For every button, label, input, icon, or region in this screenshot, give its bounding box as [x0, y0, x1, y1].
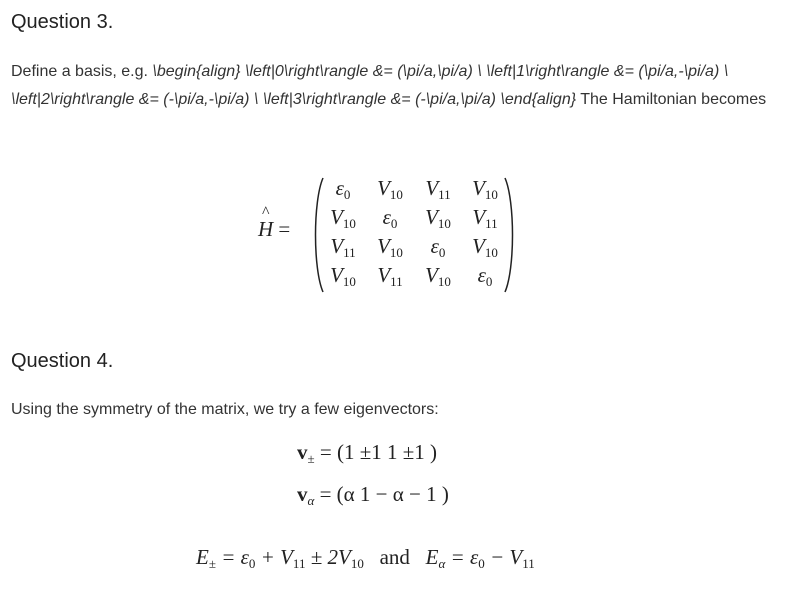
e-alpha-subscript: α	[438, 556, 446, 571]
matrix-cell-base: V	[330, 263, 343, 287]
matrix-cell-base: ε	[382, 205, 391, 229]
v-subscript: ±	[307, 451, 315, 466]
matrix-cell-base: V	[330, 205, 343, 229]
matrix-cell	[416, 234, 460, 259]
matrix-cell	[416, 176, 460, 201]
matrix-cell-subscript: 10	[437, 274, 451, 289]
e-pm-rhs-sub3: 10	[350, 556, 364, 571]
matrix-cell-subscript: 11	[390, 274, 403, 289]
question-4-heading: Question 4.	[11, 350, 114, 372]
matrix-cell-base: V	[377, 234, 390, 258]
e-alpha-rhs-b: − V	[484, 545, 523, 569]
matrix-cell	[463, 234, 507, 259]
matrix-cell-subscript: 10	[342, 274, 356, 289]
matrix-cell-base: V	[472, 205, 486, 229]
q3-latex-code: \begin{align} \left|0\right\rangle &= (\pi/a,\pi/a) \ \left|1\right\rangle &= (\pi/a,-\pi/a) \ \left|2\right\rangle &= (-\pi/a,-\pi/a) \ \left|3\right\rangle &= (-\pi/a,\pi/a) \end{align}	[11, 63, 729, 108]
matrix-cell-subscript: 10	[389, 187, 403, 202]
e-pm-subscript: ±	[208, 556, 216, 571]
matrix-cell-subscript: 0	[438, 245, 446, 260]
matrix-cell-subscript: 0	[343, 187, 351, 202]
v-alpha-components: = (α 1 − α − 1 )	[319, 482, 449, 506]
matrix-cell-base: V	[425, 205, 438, 229]
matrix-cell-subscript: 11	[438, 187, 451, 202]
hat-accent: ^	[262, 204, 270, 221]
matrix-cell-subscript: 11	[343, 245, 356, 260]
hamiltonian-symbol	[258, 204, 291, 242]
question-3-paragraph	[11, 58, 776, 114]
matrix-cell	[321, 176, 365, 201]
matrix-cell	[463, 176, 507, 201]
matrix-cell-subscript: 10	[389, 245, 403, 260]
matrix-cell	[368, 234, 412, 259]
matrix-cell	[416, 205, 460, 230]
matrix-cell	[321, 263, 365, 288]
equals-sign: =	[278, 217, 291, 241]
v-subscript: α	[307, 493, 315, 508]
matrix-cell-base: ε	[335, 176, 344, 200]
matrix-cell	[321, 205, 365, 230]
e-pm-rhs-b: + V	[255, 545, 293, 569]
matrix-cell	[463, 205, 507, 230]
e-pm-rhs-a: = ε	[215, 545, 249, 569]
matrix-cell	[416, 263, 460, 288]
matrix-cell-base: V	[330, 234, 344, 258]
eigenvector-v-plus-minus	[297, 440, 437, 465]
matrix-cell	[368, 205, 412, 230]
matrix-cell-base: V	[425, 176, 439, 200]
energy-equations	[196, 545, 535, 570]
question-4-paragraph: Using the symmetry of the matrix, we try a few eigenvectors:	[11, 401, 439, 418]
matrix-cell-subscript: 0	[390, 216, 398, 231]
matrix-cell	[321, 234, 365, 259]
hamiltonian-matrix-equation	[258, 176, 518, 294]
matrix-cell	[368, 176, 412, 201]
v-pm-components: = (1 ±1 1 ±1 )	[319, 440, 438, 464]
matrix-cell-subscript: 11	[485, 216, 498, 231]
matrix-cell-base: V	[377, 176, 390, 200]
matrix-cell-base: ε	[477, 263, 486, 287]
q3-text-outro: The Hamiltonian becomes	[576, 91, 767, 108]
matrix-cell-subscript: 10	[484, 187, 498, 202]
e-alpha-symbol: E	[425, 545, 439, 569]
v-symbol: v	[297, 482, 308, 506]
e-pm-rhs-sub2: 11	[292, 556, 306, 571]
v-symbol: v	[297, 440, 308, 464]
e-pm-rhs-c: ± 2V	[305, 545, 351, 569]
e-alpha-rhs-a: = ε	[445, 545, 479, 569]
matrix-cell-subscript: 10	[342, 216, 356, 231]
matrix-cell-subscript: 0	[485, 274, 493, 289]
matrix-cell-base: V	[472, 234, 485, 258]
matrix-cell	[368, 263, 412, 288]
matrix-cell-base: ε	[430, 234, 439, 258]
e-pm-rhs-sub1: 0	[248, 556, 256, 571]
matrix-cell-base: V	[377, 263, 391, 287]
question-3-heading: Question 3.	[11, 11, 114, 33]
and-word: and	[379, 545, 410, 569]
matrix-cell-base: V	[472, 176, 485, 200]
matrix-cell-subscript: 10	[484, 245, 498, 260]
e-alpha-rhs-sub2: 11	[522, 556, 535, 571]
e-pm-symbol: E	[196, 545, 209, 569]
eigenvector-v-alpha	[297, 482, 449, 507]
matrix-cell-subscript: 10	[437, 216, 451, 231]
e-alpha-rhs-sub1: 0	[478, 556, 485, 571]
q3-text-intro: Define a basis, e.g.	[11, 63, 153, 80]
matrix-cell	[463, 263, 507, 288]
matrix-cell-base: V	[425, 263, 438, 287]
hamiltonian-letter: H	[258, 217, 274, 241]
